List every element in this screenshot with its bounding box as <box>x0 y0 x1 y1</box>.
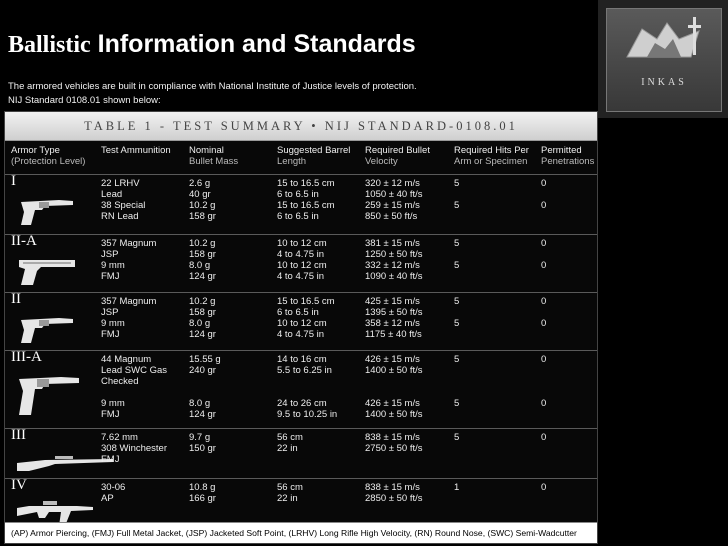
armor-level: I <box>11 173 16 189</box>
cell-barrel: 56 cm 22 in <box>277 482 303 504</box>
column-header-line1: Permitted <box>541 145 582 156</box>
table-row <box>5 428 597 479</box>
cell-hits: 5 5 <box>454 178 460 211</box>
column-header-line1: Required Bullet <box>365 145 430 156</box>
cell-velocity: 838 ± 15 m/s 2850 ± 50 ft/s <box>365 482 423 504</box>
column-header-line2: Penetrations <box>541 156 595 167</box>
cell-ammo: 7.62 mm 308 Winchester FMJ <box>101 432 168 465</box>
revolver-icon <box>15 310 77 349</box>
armor-level: IV <box>11 477 27 493</box>
intro-line-1: The armored vehicles are built in compliance with National Institute of Justice levels of protection. <box>8 81 417 92</box>
cell-mass: 15.55 g 240 gr 8.0 g 124 gr <box>189 354 221 420</box>
column-header <box>11 145 85 167</box>
intro-line-2: NIJ Standard 0108.01 shown below: <box>8 95 161 106</box>
cell-hits: 5 <box>454 432 460 443</box>
logo-text: INKAS <box>641 77 687 88</box>
page-title <box>8 30 416 59</box>
column-header <box>365 145 430 167</box>
cell-barrel: 14 to 16 cm 5.5 to 6.25 in 24 to 26 cm 9.5 to 10.25 in <box>277 354 338 420</box>
cell-velocity: 425 ± 15 m/s 1395 ± 50 ft/s 358 ± 12 m/s 1175 ± 40 ft/s <box>365 296 423 340</box>
column-header-line2: Bullet Mass <box>189 156 239 167</box>
column-header-line2: (Protection Level) <box>11 156 86 167</box>
cell-pen: 0 <box>541 432 547 443</box>
table-body <box>5 141 597 543</box>
column-header-line1: Suggested Barrel <box>277 145 351 156</box>
cell-ammo: 22 LRHV Lead 38 Special RN Lead <box>101 178 146 222</box>
cell-velocity: 838 ± 15 m/s 2750 ± 50 ft/s <box>365 432 423 454</box>
column-header-line1: Nominal <box>189 145 224 156</box>
column-header <box>277 145 350 167</box>
column-header <box>541 145 594 167</box>
cell-ammo: 30-06 AP <box>101 482 126 504</box>
nij-table <box>4 111 598 544</box>
cell-mass: 9.7 g 150 gr <box>189 432 216 454</box>
cell-pen: 0 <box>541 482 547 493</box>
table-row <box>5 234 597 293</box>
cell-mass: 10.2 g 158 gr 8.0 g 124 gr <box>189 296 216 340</box>
column-header-line1: Test Ammunition <box>101 145 171 156</box>
column-header-line2: Velocity <box>365 156 398 167</box>
table-title: TABLE 1 - TEST SUMMARY • NIJ STANDARD-0108.01 <box>5 112 597 141</box>
cell-barrel: 15 to 16.5 cm 6 to 6.5 in 10 to 12 cm 4 to 4.75 in <box>277 296 335 340</box>
armor-level: II <box>11 291 21 307</box>
magnum-revolver-icon <box>15 369 81 422</box>
table-footnote: (AP) Armor Piercing, (FMJ) Full Metal Jacket, (JSP) Jacketed Soft Point, (LRHV) Long Rifle High Velocity, (RN) Round Nose, (SWC) Semi-Wadcutter <box>5 522 597 543</box>
cell-velocity: 320 ± 12 m/s 1050 ± 40 ft/s 259 ± 15 m/s 850 ± 50 ft/s <box>365 178 423 222</box>
cell-pen: 0 0 <box>541 296 547 329</box>
logo-badge <box>606 8 722 112</box>
cell-barrel: 10 to 12 cm 4 to 4.75 in 10 to 12 cm 4 to 4.75 in <box>277 238 327 282</box>
table-row <box>5 292 597 351</box>
column-header <box>454 145 529 167</box>
cell-hits: 5 5 <box>454 238 460 271</box>
cell-mass: 10.8 g 166 gr <box>189 482 216 504</box>
cell-mass: 2.6 g 40 gr 10.2 g 158 gr <box>189 178 216 222</box>
cell-pen: 0 0 <box>541 178 547 211</box>
column-header <box>189 145 238 167</box>
title-sans: Information and Standards <box>97 30 416 58</box>
cell-barrel: 15 to 16.5 cm 6 to 6.5 in 15 to 16.5 cm 6 to 6.5 in <box>277 178 335 222</box>
cell-ammo: 44 Magnum Lead SWC Gas Checked 9 mm FMJ <box>101 354 167 420</box>
column-header-line2: Length <box>277 156 307 167</box>
pistol-icon <box>15 252 77 291</box>
column-header-line1: Required Hits Per <box>454 145 529 156</box>
title-serif: Ballistic <box>8 32 91 58</box>
column-header-line2: Arm or Specimen <box>454 156 528 167</box>
table-row <box>5 350 597 429</box>
cell-velocity: 426 ± 15 m/s 1400 ± 50 ft/s 426 ± 15 m/s 1400 ± 50 ft/s <box>365 354 423 420</box>
cell-ammo: 357 Magnum JSP 9 mm FMJ <box>101 238 157 282</box>
cell-ammo: 357 Magnum JSP 9 mm FMJ <box>101 296 157 340</box>
table-row <box>5 174 597 235</box>
column-header-line1: Armor Type <box>11 145 60 156</box>
inkas-logo <box>598 0 728 118</box>
armor-level: II-A <box>11 233 37 249</box>
cell-barrel: 56 cm 22 in <box>277 432 303 454</box>
intro-text <box>8 80 417 108</box>
cell-pen: 0 0 <box>541 354 547 409</box>
cell-velocity: 381 ± 15 m/s 1250 ± 50 ft/s 332 ± 12 m/s 1090 ± 40 ft/s <box>365 238 423 282</box>
cell-hits: 1 <box>454 482 460 493</box>
armor-level: III-A <box>11 349 42 365</box>
revolver-icon <box>15 192 77 231</box>
rifle-icon <box>15 453 115 480</box>
cell-mass: 10.2 g 158 gr 8.0 g 124 gr <box>189 238 216 282</box>
armor-level: III <box>11 427 26 443</box>
griffin-emblem-icon <box>607 9 721 79</box>
cell-hits: 5 5 <box>454 296 460 329</box>
column-header <box>101 145 171 156</box>
cell-pen: 0 0 <box>541 238 547 271</box>
cell-hits: 5 5 <box>454 354 460 409</box>
